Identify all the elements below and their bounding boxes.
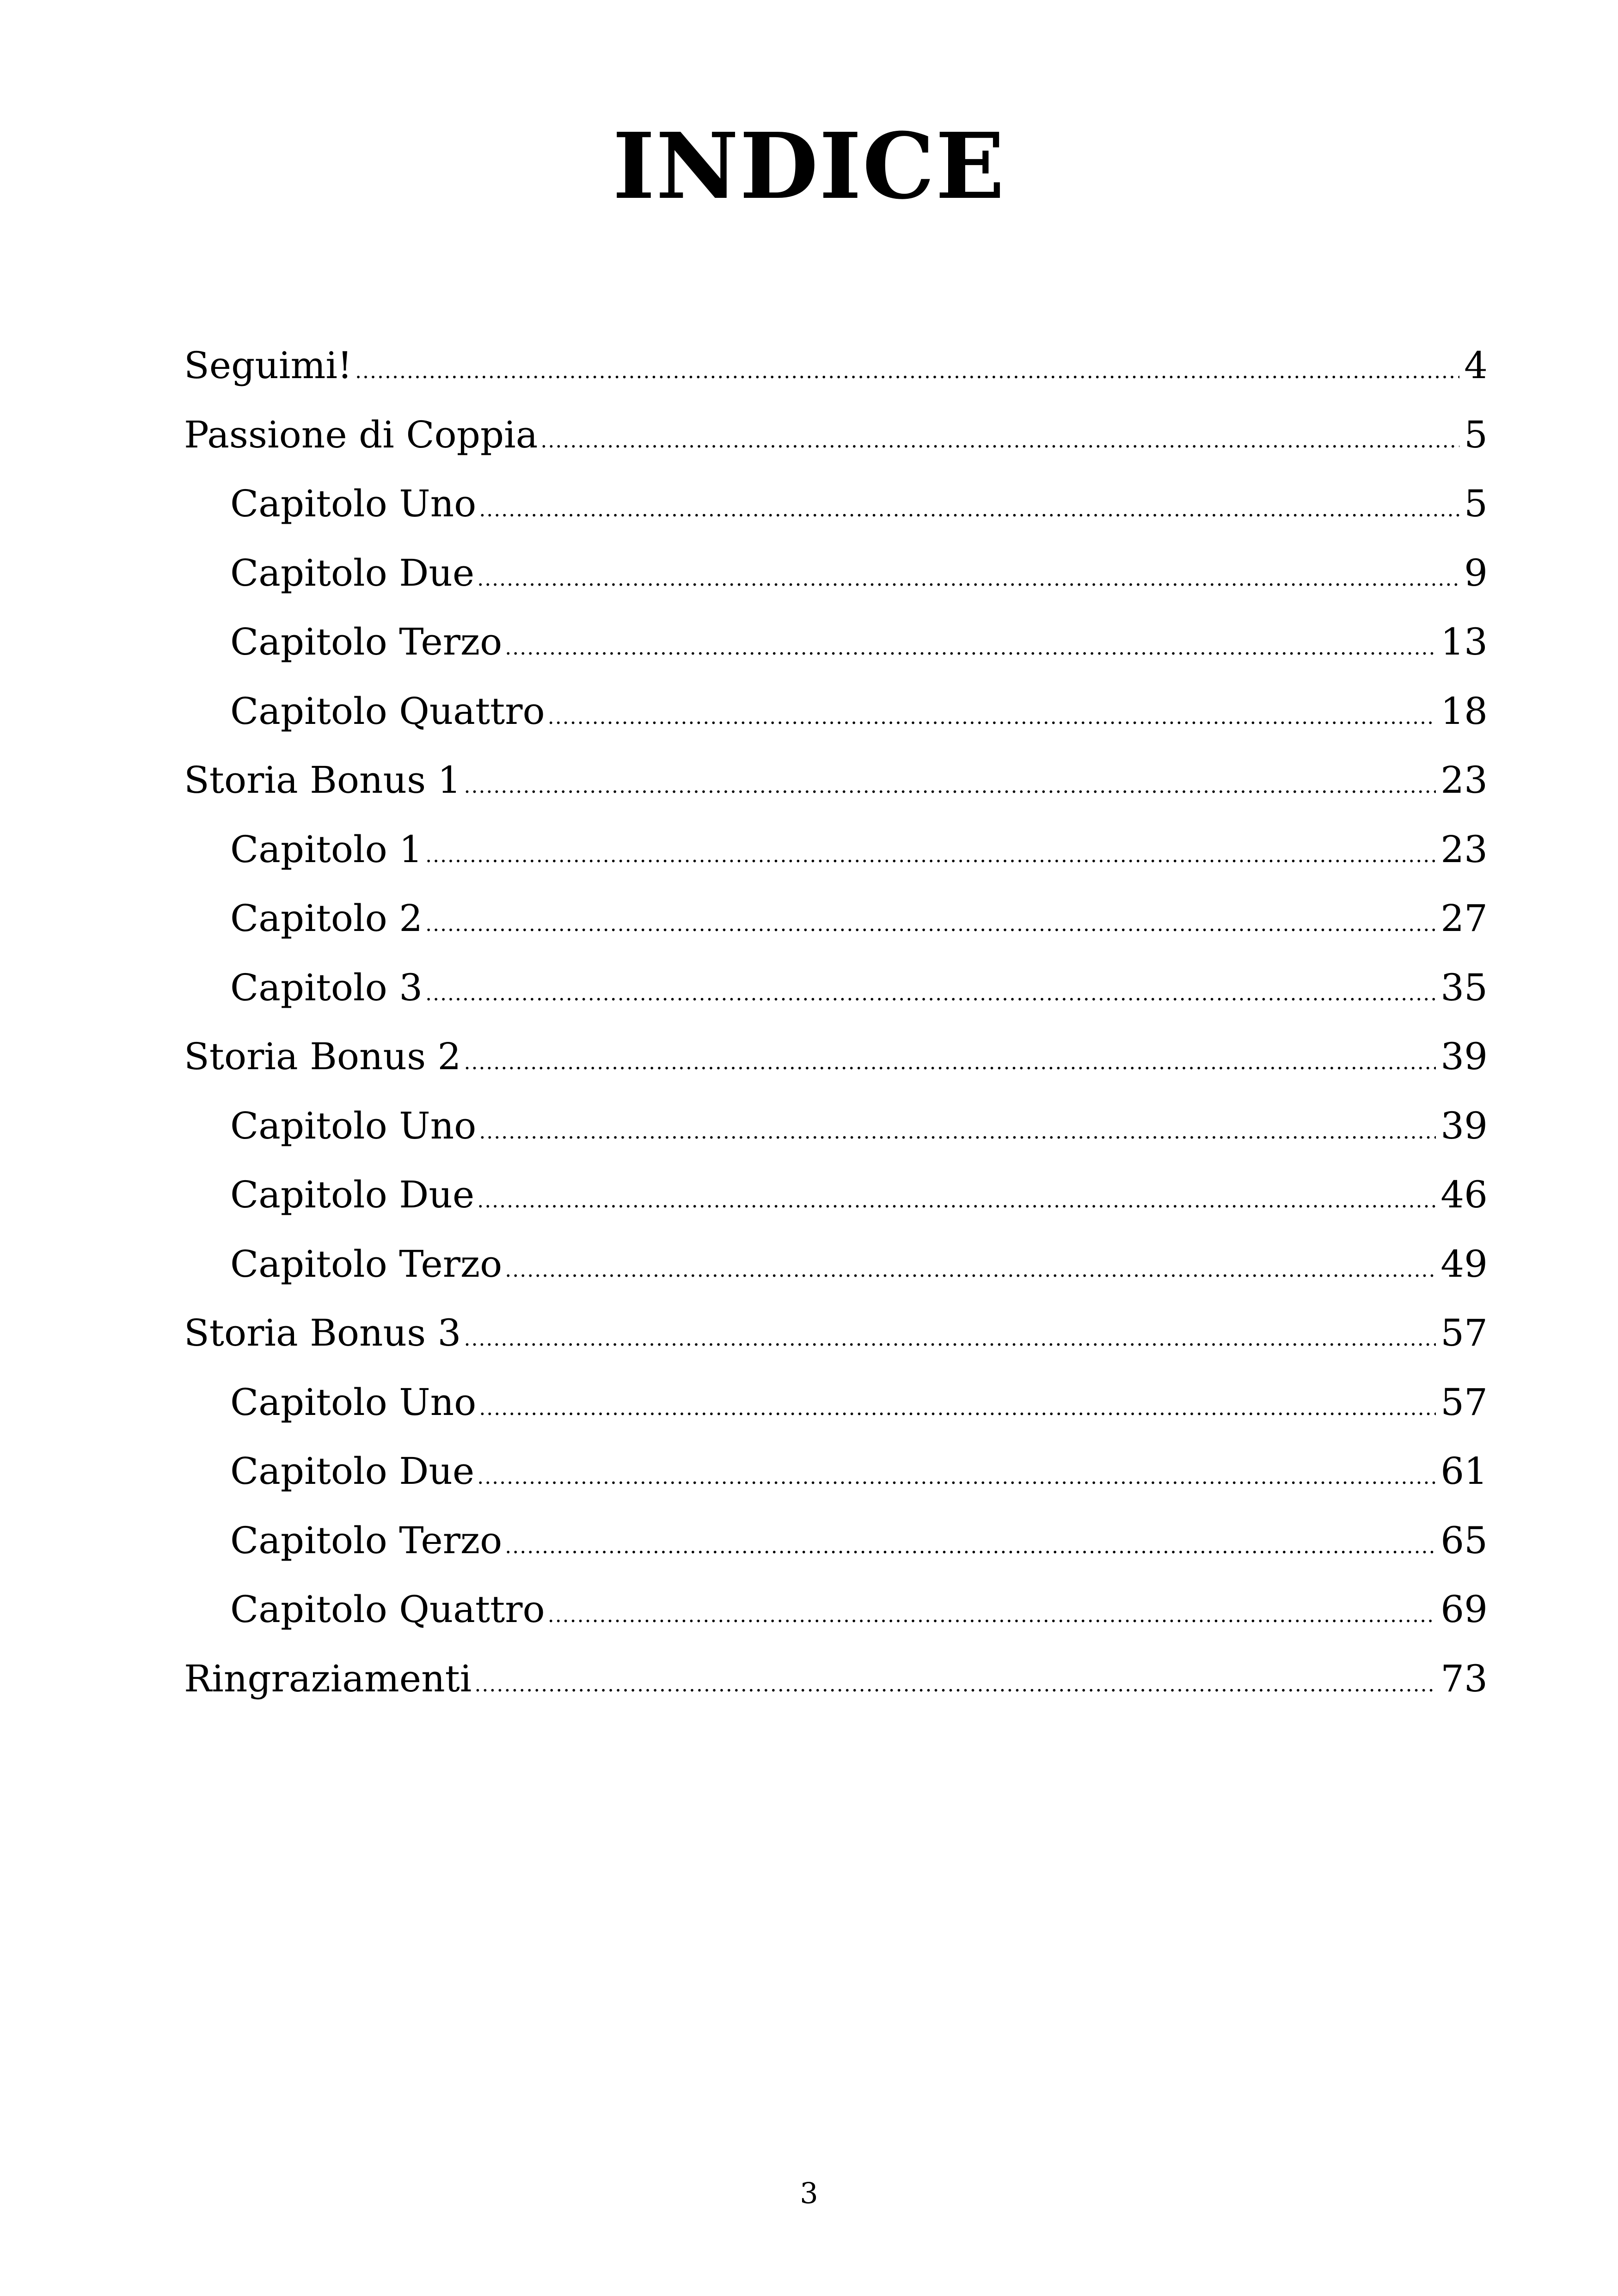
toc-entry-page-number: 57 [1440, 1380, 1488, 1424]
toc-dot-leader [505, 613, 1436, 677]
toc-entry-label: Seguimi! [184, 344, 353, 387]
toc-dot-leader [505, 1236, 1436, 1299]
toc-entry-chapter[interactable] [184, 1230, 1488, 1299]
toc-dot-leader [477, 1443, 1436, 1506]
toc-entry-page-number: 65 [1440, 1518, 1488, 1562]
toc-entry-label: Capitolo Terzo [230, 1242, 503, 1286]
toc-entry-chapter[interactable] [184, 1506, 1488, 1575]
toc-dot-leader [464, 1028, 1436, 1091]
toc-entry-page-number: 23 [1440, 759, 1488, 802]
toc-entry-page-number: 57 [1440, 1311, 1488, 1354]
toc-entry-section[interactable] [184, 1298, 1488, 1368]
toc-dot-leader [540, 406, 1459, 470]
toc-entry-section[interactable] [184, 1644, 1488, 1714]
toc-entry-page-number: 46 [1440, 1173, 1488, 1216]
toc-dot-leader [425, 890, 1436, 953]
toc-dot-leader [479, 1374, 1436, 1437]
toc-entry-page-number: 61 [1440, 1450, 1488, 1493]
toc-dot-leader [548, 1581, 1436, 1644]
toc-entry-label: Capitolo Terzo [230, 620, 503, 663]
toc-entry-chapter[interactable] [184, 815, 1488, 884]
toc-entry-label: Ringraziamenti [184, 1657, 472, 1700]
toc-dot-leader [464, 752, 1436, 815]
toc-entry-page-number: 73 [1440, 1657, 1488, 1700]
table-of-contents [184, 331, 1488, 1713]
toc-entry-section[interactable] [184, 400, 1488, 470]
toc-dot-leader [425, 959, 1436, 1022]
toc-entry-label: Storia Bonus 3 [184, 1311, 461, 1354]
toc-entry-page-number: 5 [1464, 482, 1488, 525]
toc-entry-chapter[interactable] [184, 1160, 1488, 1230]
toc-dot-leader [505, 1512, 1436, 1575]
toc-entry-page-number: 23 [1440, 827, 1488, 871]
toc-entry-page-number: 39 [1440, 1035, 1488, 1078]
toc-entry-label: Capitolo Quattro [230, 1588, 545, 1631]
page-title: INDICE [613, 113, 1005, 220]
toc-entry-label: Capitolo Terzo [230, 1518, 503, 1562]
toc-dot-leader [474, 1650, 1436, 1714]
toc-entry-label: Storia Bonus 1 [184, 759, 461, 802]
toc-dot-leader [355, 337, 1459, 400]
toc-entry-page-number: 69 [1440, 1588, 1488, 1631]
toc-dot-leader [479, 475, 1459, 539]
toc-entry-chapter[interactable] [184, 1091, 1488, 1161]
toc-entry-label: Capitolo 3 [230, 966, 423, 1009]
toc-entry-label: Capitolo 1 [230, 827, 423, 871]
toc-entry-label: Capitolo Due [230, 1173, 475, 1216]
toc-entry-chapter[interactable] [184, 539, 1488, 608]
toc-entry-chapter[interactable] [184, 607, 1488, 677]
toc-entry-section[interactable] [184, 1022, 1488, 1091]
toc-entry-page-number: 35 [1440, 966, 1488, 1009]
toc-entry-page-number: 27 [1440, 897, 1488, 940]
toc-entry-page-number: 39 [1440, 1104, 1488, 1147]
toc-entry-label: Capitolo Uno [230, 1380, 477, 1424]
toc-entry-chapter[interactable] [184, 884, 1488, 953]
toc-entry-chapter[interactable] [184, 469, 1488, 539]
toc-dot-leader [477, 1166, 1436, 1230]
toc-dot-leader [425, 821, 1436, 884]
toc-entry-label: Capitolo 2 [230, 897, 423, 940]
toc-entry-section[interactable] [184, 746, 1488, 815]
toc-entry-page-number: 18 [1440, 689, 1488, 733]
toc-entry-chapter[interactable] [184, 953, 1488, 1022]
toc-entry-label: Capitolo Uno [230, 1104, 477, 1147]
toc-entry-page-number: 49 [1440, 1242, 1488, 1286]
toc-dot-leader [548, 683, 1436, 746]
toc-entry-page-number: 9 [1464, 551, 1488, 594]
toc-entry-label: Capitolo Quattro [230, 689, 545, 733]
page-number: 3 [800, 2176, 818, 2210]
toc-entry-chapter[interactable] [184, 677, 1488, 746]
toc-entry-label: Passione di Coppia [184, 413, 538, 456]
toc-dot-leader [477, 545, 1459, 608]
toc-entry-section[interactable] [184, 331, 1488, 400]
toc-entry-page-number: 5 [1464, 413, 1488, 456]
toc-entry-page-number: 13 [1440, 620, 1488, 663]
toc-entry-chapter[interactable] [184, 1575, 1488, 1644]
toc-entry-page-number: 4 [1464, 344, 1488, 387]
toc-entry-label: Capitolo Uno [230, 482, 477, 525]
toc-entry-label: Capitolo Due [230, 1450, 475, 1493]
toc-entry-chapter[interactable] [184, 1437, 1488, 1506]
toc-dot-leader [479, 1097, 1436, 1161]
toc-entry-label: Storia Bonus 2 [184, 1035, 461, 1078]
toc-dot-leader [464, 1304, 1436, 1368]
toc-entry-chapter[interactable] [184, 1368, 1488, 1437]
toc-entry-label: Capitolo Due [230, 551, 475, 594]
